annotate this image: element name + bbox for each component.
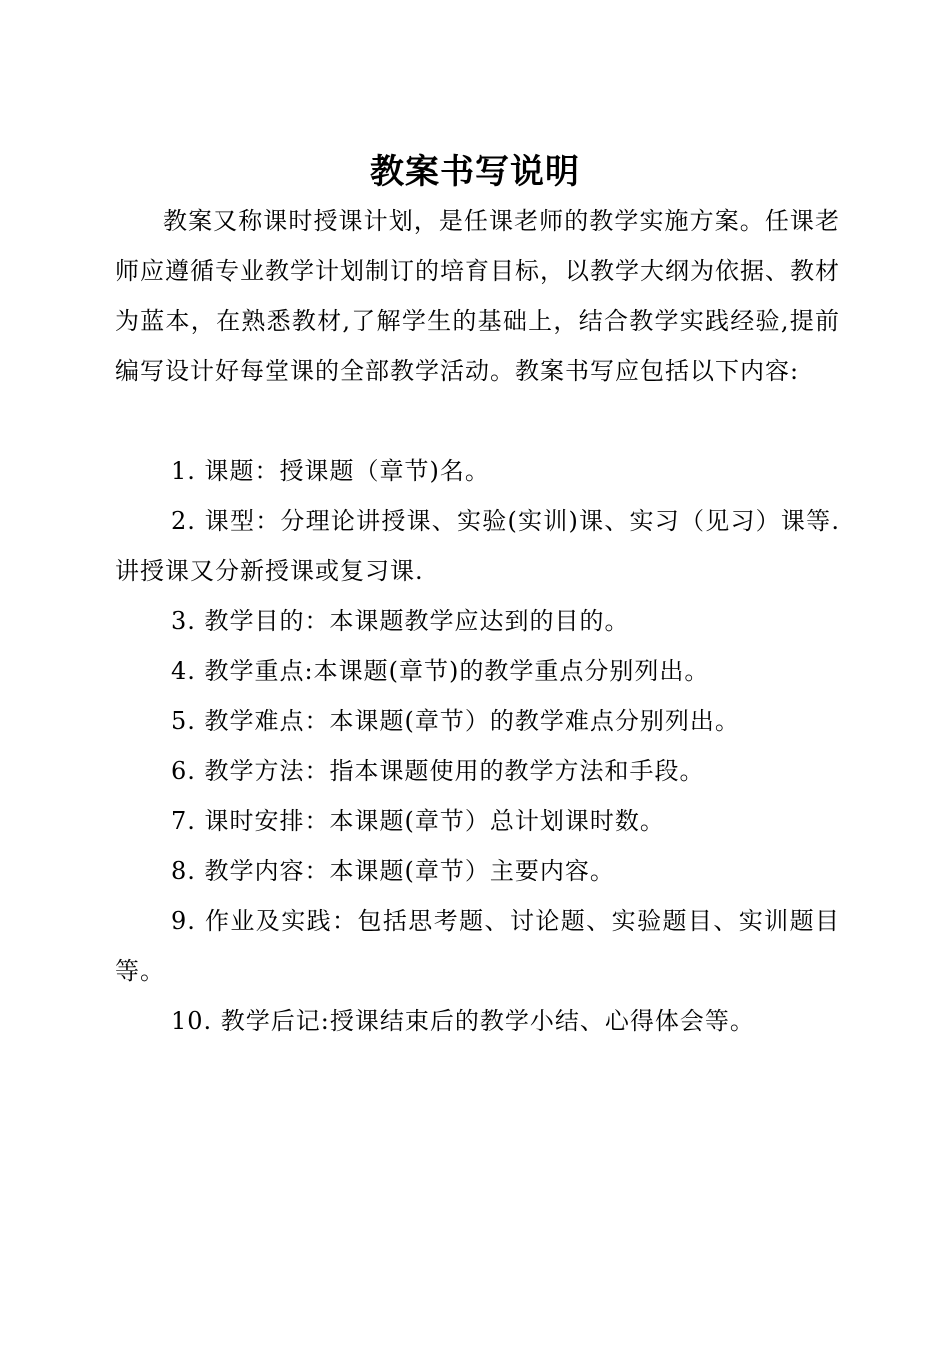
document-title: 教案书写说明 [370, 152, 580, 192]
content-items-list [115, 446, 840, 1046]
list-item: 8. 教学内容：本课题(章节）主要内容。 [171, 857, 615, 885]
list-item: 1. 课题：授课题（章节)名。 [171, 457, 490, 485]
list-item: 6. 教学方法：指本课题使用的教学方法和手段。 [171, 757, 705, 785]
intro-paragraph: 教案又称课时授课计划，是任课老师的教学实施方案。任课老师应遵循专业教学计划制订的培育目标，以教学大纲为依据、教材为蓝本，在熟悉教材,了解学生的基础上，结合教学实践经验,提前编写设计好每堂课的全部教学活动。教案书写应包括以下内容: [115, 207, 840, 385]
list-item: 2. 课型：分理论讲授课、实验(实训)课、实习（见习）课等.讲授课又分新授课或复习课. [115, 507, 840, 585]
list-item: 9. 作业及实践：包括思考题、讨论题、实验题目、实训题目等。 [115, 907, 840, 985]
list-item: 10. 教学后记:授课结束后的教学小结、心得体会等。 [171, 1007, 755, 1035]
list-item: 3. 教学目的：本课题教学应达到的目的。 [171, 607, 630, 635]
list-item: 5. 教学难点：本课题(章节）的教学难点分别列出。 [171, 707, 740, 735]
list-item: 4. 教学重点:本课题(章节)的教学重点分别列出。 [171, 657, 710, 685]
list-item: 7. 课时安排：本课题(章节）总计划课时数。 [171, 807, 665, 835]
